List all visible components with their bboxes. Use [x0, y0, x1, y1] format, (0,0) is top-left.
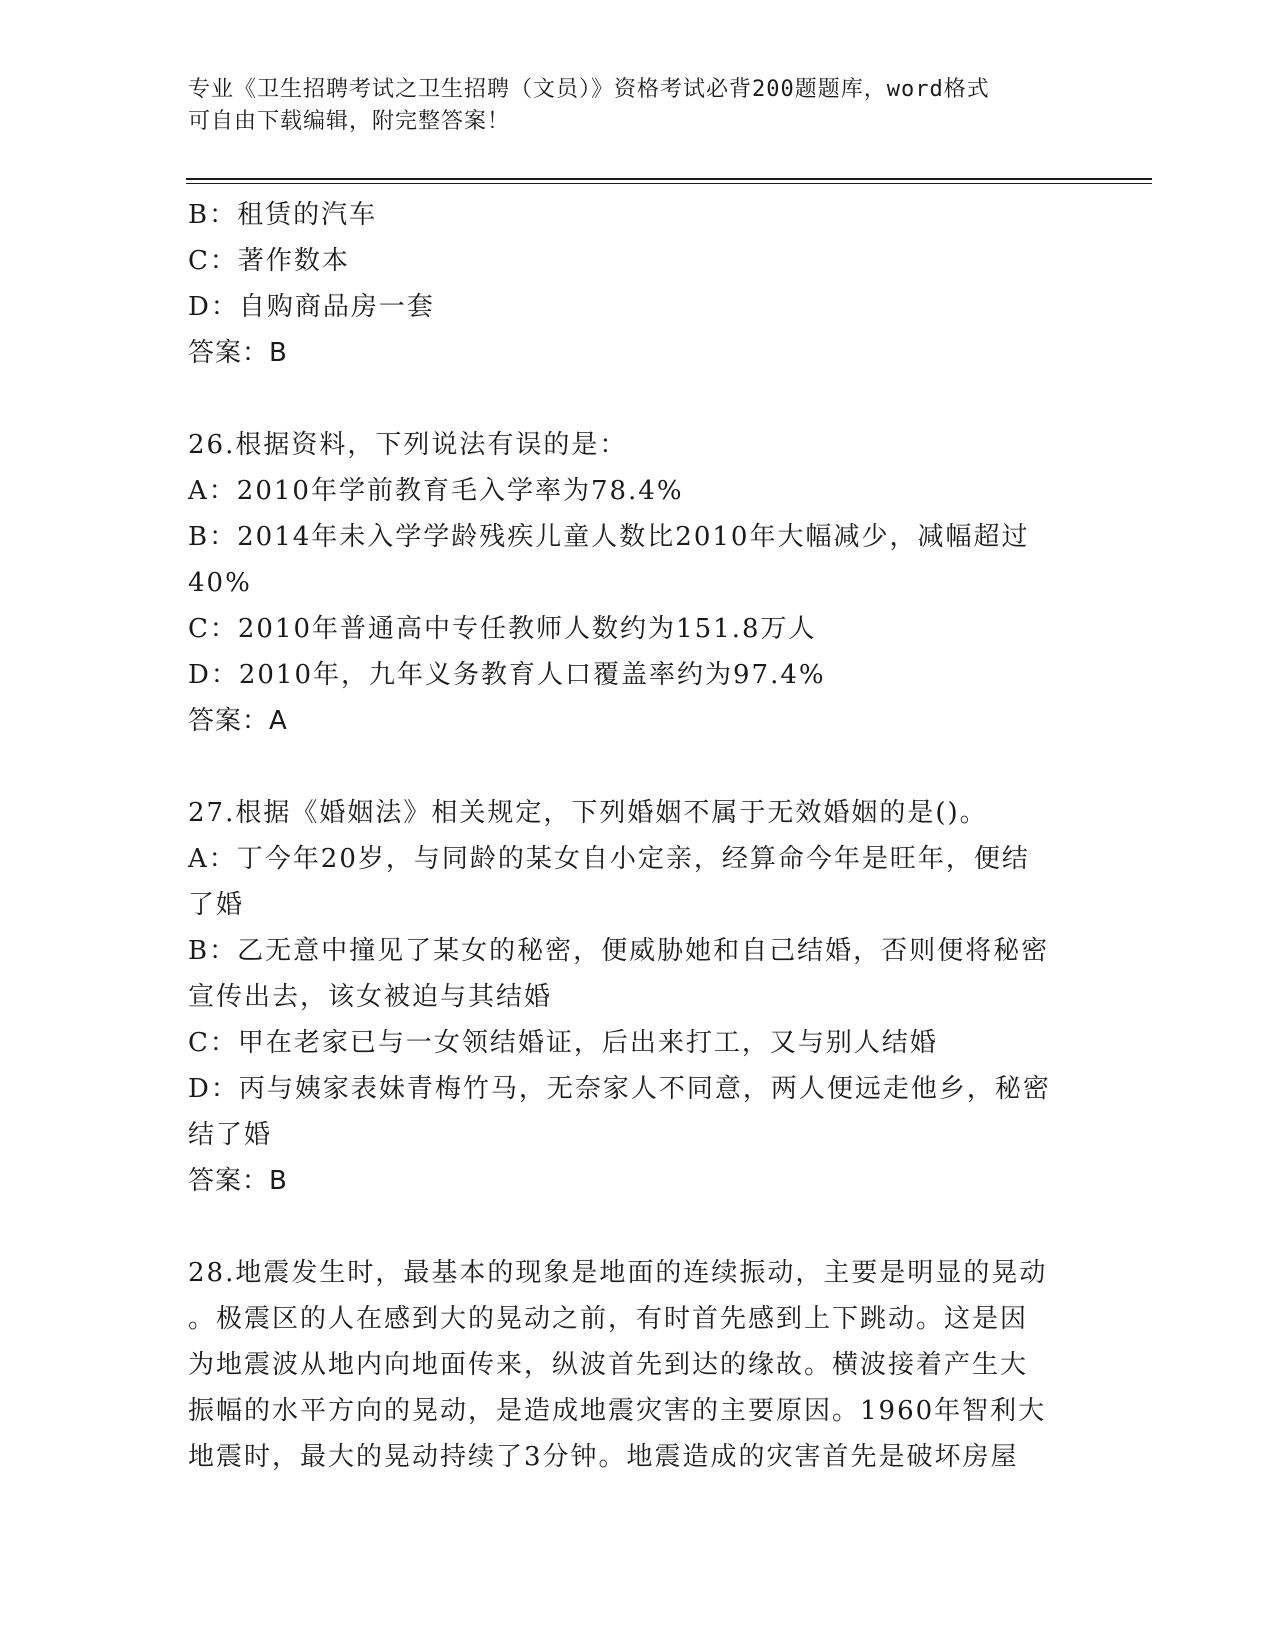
header-title-line-2: 可自由下载编辑，附完整答案！	[188, 109, 511, 134]
header-divider-thin	[186, 183, 1152, 184]
q26-option-c: C：2010年普通高中专任教师人数约为151.8万人	[188, 614, 817, 644]
q27-option-b-line-2: 宣传出去，该女被迫与其结婚	[188, 982, 553, 1012]
q26-option-b-line-1: B：2014年未入学学龄残疾儿童人数比2010年大幅减少，减幅超过	[188, 522, 1030, 552]
q27-option-c: C：甲在老家已与一女领结婚证，后出来打工，又与别人结婚	[188, 1028, 938, 1058]
q25-option-b: B：租赁的汽车	[188, 200, 378, 230]
q27-option-b-line-1: B：乙无意中撞见了某女的秘密，便威胁她和自己结婚，否则便将秘密	[188, 936, 1050, 966]
q25-option-c: C：著作数本	[188, 246, 350, 276]
q27-option-a-line-2: 了婚	[188, 890, 245, 920]
q25-option-d: D：自购商品房一套	[188, 292, 435, 322]
q28-text-line-5: 地震时，最大的晃动持续了3分钟。地震造成的灾害首先是破坏房屋	[188, 1442, 1019, 1472]
header-title-line-1: 专业《卫生招聘考试之卫生招聘（文员）》资格考试必背200题题库，word格式	[188, 77, 990, 102]
header-divider-thick	[186, 178, 1152, 180]
q27-question: 27.根据《婚姻法》相关规定，下列婚姻不属于无效婚姻的是()。	[188, 798, 988, 828]
q27-answer: 答案：B	[188, 1166, 288, 1196]
q26-answer: 答案：A	[188, 706, 288, 736]
spacer	[188, 376, 1088, 422]
q27-option-a-line-1: A：丁今年20岁，与同龄的某女自小定亲，经算命今年是旺年，便结	[188, 844, 1030, 874]
q28-text-line-4: 振幅的水平方向的晃动，是造成地震灾害的主要原因。1960年智利大	[188, 1396, 1047, 1426]
spacer	[188, 744, 1088, 790]
q27-option-d-line-1: D：丙与姨家表妹青梅竹马，无奈家人不同意，两人便远走他乡，秘密	[188, 1074, 1051, 1104]
document-body	[188, 192, 1088, 1480]
q25-answer: 答案：B	[188, 338, 288, 368]
page-header	[188, 74, 1068, 138]
spacer	[188, 1204, 1088, 1250]
q26-option-d: D：2010年，九年义务教育人口覆盖率约为97.4%	[188, 660, 826, 690]
q28-text-line-3: 为地震波从地内向地面传来，纵波首先到达的缘故。横波接着产生大	[188, 1350, 1029, 1380]
q27-option-d-line-2: 结了婚	[188, 1120, 273, 1150]
q26-question: 26.根据资料，下列说法有误的是：	[188, 430, 628, 460]
q28-text-line-1: 28.地震发生时，最基本的现象是地面的连续振动，主要是明显的晃动	[188, 1258, 1048, 1288]
q26-option-b-line-2: 40%	[188, 568, 252, 598]
q26-option-a: A：2010年学前教育毛入学率为78.4%	[188, 476, 684, 506]
q28-text-line-2: 。极震区的人在感到大的晃动之前，有时首先感到上下跳动。这是因	[188, 1304, 1029, 1334]
